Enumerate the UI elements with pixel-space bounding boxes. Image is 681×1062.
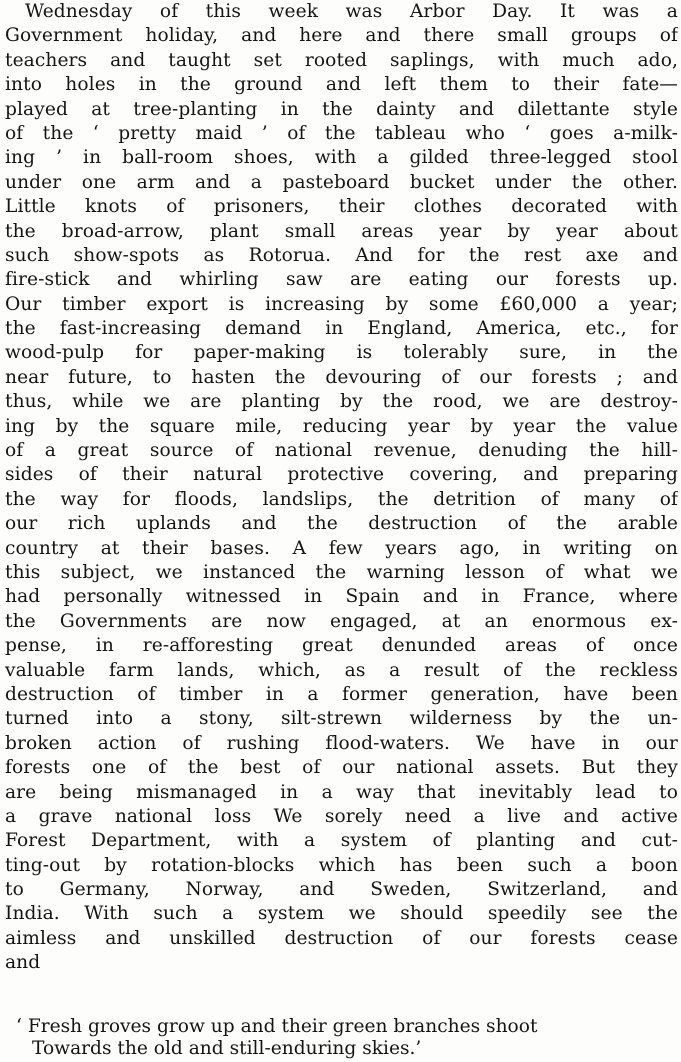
article-line: played at tree-planting in the dainty and dilettante style (5, 98, 678, 120)
article-line: this subject, we instanced the warning lesson of what we (5, 561, 678, 583)
article-line: of the ‘ pretty maid ’ of the tableau who ‘ goes a-milk- (5, 122, 678, 144)
article-line: and (5, 952, 41, 974)
article-line: pense, in re-afforesting great denunded areas of once (5, 635, 678, 657)
article-line: sides of their natural protective covering, and preparing (5, 464, 678, 486)
article-line: Our timber export is increasing by some £60,000 a year; (5, 293, 678, 315)
article-line: ting-out by rotation-blocks which has been such a boon (5, 854, 678, 876)
article-line: such show-spots as Rotorua. And for the rest axe and (5, 244, 678, 266)
verse-line: ‘ Fresh groves grow up and their green branches shoot (16, 1016, 538, 1037)
article-line: under one arm and a pasteboard bucket under the other. (5, 171, 678, 193)
article-line: wood-pulp for paper-making is tolerably sure, in the (5, 342, 678, 364)
article-line: valuable farm lands, which, as a result of the reckless (5, 659, 678, 681)
article-line: Little knots of prisoners, their clothes decorated with (5, 196, 678, 218)
article-line: forests one of the best of our national assets. But they (5, 757, 678, 779)
article-line: ing ’ in ball-room shoes, with a gilded three-legged stool (5, 147, 678, 169)
verse-line: Towards the old and still-enduring skies.’ (32, 1038, 422, 1059)
article-line: destruction of timber in a former generation, have been (5, 683, 678, 705)
article-line: the Governments are now engaged, at an enormous ex- (5, 610, 678, 632)
article-line: to Germany, Norway, and Sweden, Switzerland, and (5, 879, 678, 901)
article-line: the way for floods, landslips, the detrition of many of (5, 488, 678, 510)
article-line: a grave national loss We sorely need a live and active (5, 805, 678, 827)
article-line: fire-stick and whirling saw are eating our forests up. (5, 269, 678, 291)
article-line: are being mismanaged in a way that inevitably lead to (5, 781, 678, 803)
article-line: of a great source of national revenue, denuding the hill- (5, 440, 678, 462)
article-line: broken action of rushing flood-waters. We have in our (5, 732, 678, 754)
article-line: the fast-increasing demand in England, America, etc., for (5, 318, 678, 340)
article-line: thus, while we are planting by the rood, we are destroy- (5, 391, 678, 413)
article-line: ing by the square mile, reducing year by year the value (5, 415, 678, 437)
article-line: Forest Department, with a system of planting and cut- (5, 830, 678, 852)
verse-quotation (16, 1016, 676, 1060)
article-line: Wednesday of this week was Arbor Day. It was a (25, 1, 678, 22)
article-line: teachers and taught set rooted saplings, with much ado, (5, 49, 678, 71)
article-line: had personally witnessed in Spain and in France, where (5, 586, 678, 608)
article-line: the broad-arrow, plant small areas year by year about (5, 220, 678, 242)
article-line: Government holiday, and here and there small groups of (5, 25, 678, 47)
article-line: aimless and unskilled destruction of our forests cease (5, 927, 678, 949)
article-body (5, 0, 678, 976)
article-line: into holes in the ground and left them to their fate— (5, 74, 678, 96)
article-line: country at their bases. A few years ago, in writing on (5, 537, 678, 559)
article-line: our rich uplands and the destruction of the arable (5, 513, 678, 535)
article-line: near future, to hasten the devouring of our forests ; and (5, 366, 678, 388)
article-line: turned into a stony, silt-strewn wilderness by the un- (5, 708, 678, 730)
article-line: India. With such a system we should speedily see the (5, 903, 678, 925)
